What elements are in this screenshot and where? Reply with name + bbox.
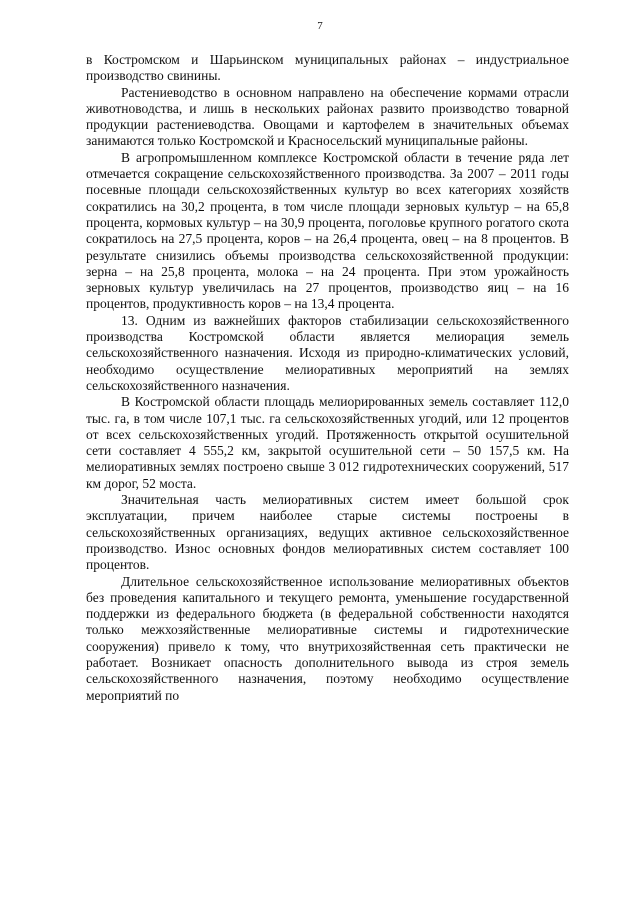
paragraph-crop-production: Растениеводство в основном направлено на обеспечение кормами отрасли животноводства, и лишь в нескольких районах развито производство товарной продукции растениеводства. Овощами и картофелем в значительных объемах занимаются только Костромской и Красносельский муниципальные районы. xyxy=(86,84,569,149)
paragraph-long-term-use: Длительное сельскохозяйственное использование мелиоративных объектов без проведения капитального и текущего ремонта, уменьшение государственной поддержки из федерального бюджета (в федеральной собственности находятся только межхозяйственные мелиоративные системы и гидротехнические сооружения) привело к тому, что внутрихозяйственная сеть практически не работает. Возникает опасность дополнительного вывода из строя земель сельскохозяйственного назначения, поэтому необходимо осуществление мероприятий по xyxy=(86,573,569,703)
paragraph-agro-decline: В агропромышленном комплексе Костромской области в течение ряда лет отмечается сокращение сельскохозяйственного производства. За 2007 – 2011 годы посевные площади сельскохозяйственных культур во всех категориях хозяйств сократились на 30,2 процента, в том числе площади зерновых культур – на 65,8 процента, кормовых культур – на 30,9 процента, поголовье крупного рогатого скота сократилось на 27,5 процента, коров – на 26,4 процента, овец – на 8 процентов. В результате снизились объемы производства сельскохозяйственной продукции: зерна – на 25,8 процента, молока – на 24 процента. При этом урожайность зерновых культур увеличилась на 27 процентов, производство яиц – на 16 процентов, продуктивность коров – на 13,4 процента. xyxy=(86,149,569,312)
page-number: 7 xyxy=(317,20,323,32)
paragraph-melioration-area: В Костромской области площадь мелиорированных земель составляет 112,0 тыс. га, в том числе 107,1 тыс. га сельскохозяйственных угодий, или 12 процентов от всех сельскохозяйственных угодий. Протяженность открытой осушительной сети составляет 4 555,2 км, закрытой осушительной сети – 50 157,5 км. На мелиоративных землях построено свыше 3 012 гидротехнических сооружений, 517 км дорог, 52 моста. xyxy=(86,394,569,491)
paragraph-system-wear: Значительная часть мелиоративных систем имеет большой срок эксплуатации, причем наиболее старые системы построены в сельскохозяйственных организациях, ведущих активное сельскохозяйственное производство. Износ основных фондов мелиоративных систем составляет 100 процентов. xyxy=(86,492,569,573)
paragraph-melioration-factor: 13. Одним из важнейших факторов стабилизации сельскохозяйственного производства Костромской области является мелиорация земель сельскохозяйственного назначения. Исходя из природно-климатических условий, необходимо осуществление мелиоративных мероприятий на землях сельскохозяйственного назначения. xyxy=(86,312,569,393)
paragraph-pig-production: в Костромском и Шарьинском муниципальных районах – индустриальное производство свинины. xyxy=(86,52,569,84)
document-body xyxy=(86,52,569,704)
